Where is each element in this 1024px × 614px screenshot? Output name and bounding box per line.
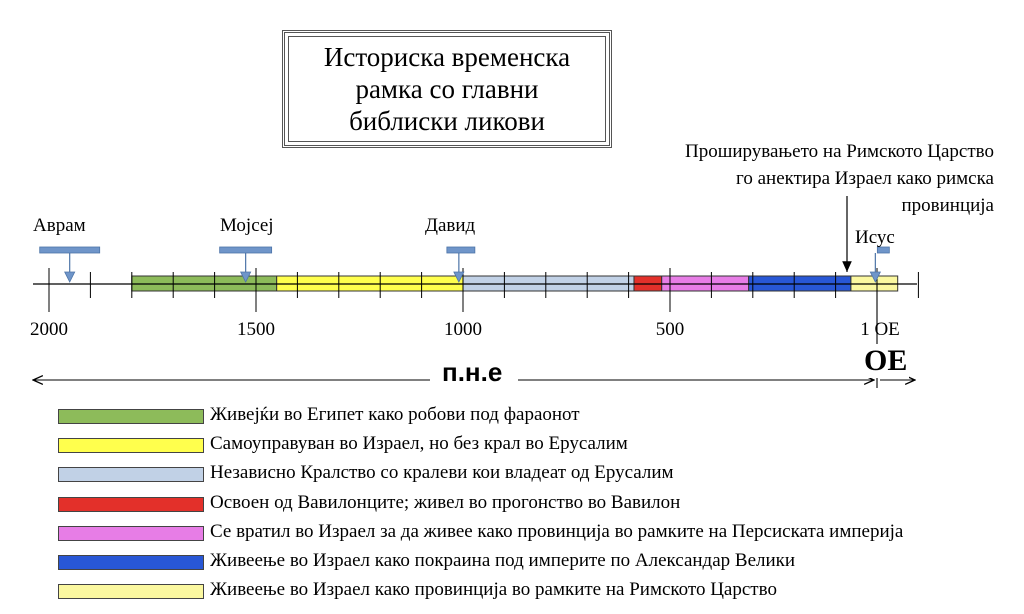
legend-swatch: [58, 409, 204, 424]
legend-swatch: [58, 497, 204, 512]
figure-label: Мојсеј: [220, 215, 274, 236]
era-label-bce: п.н.е: [436, 357, 508, 388]
figure-label: Аврам: [33, 215, 86, 236]
diagram-title: Историска временска рамка со главни библиски ликови: [323, 42, 571, 136]
legend-swatch: [58, 584, 204, 599]
legend-swatch: [58, 555, 204, 570]
figure-marker-bar: [447, 247, 475, 253]
axis-tick-label: 1500: [237, 319, 275, 340]
legend-swatch: [58, 526, 204, 541]
roman-annexation-note: Проширувањето на Римското Царство го анектира Израел како римска провинција: [685, 141, 994, 216]
axis-tick-label: 2000: [30, 319, 68, 340]
figure-label: Исус: [855, 227, 895, 248]
axis-tick-label: 1000: [444, 319, 482, 340]
figure-marker-bar: [40, 247, 100, 253]
figure-label: Давид: [425, 215, 476, 236]
axis-tick-label: 1 ОЕ: [860, 319, 900, 340]
legend-swatch: [58, 467, 204, 482]
legend-label: Самоуправуван во Израел, но без крал во Ерусалим: [210, 433, 628, 455]
legend-label: Независно Кралство со кралеви кои владеат од Ерусалим: [210, 462, 674, 484]
legend-label: Се вратил во Израел за да живее како провинција во рамките на Персиската империја: [210, 520, 904, 542]
figure-marker-arrow: [65, 272, 75, 282]
legend-label: Живејќи во Египет како робови под фараонот: [210, 404, 580, 425]
axis-tick-label: 500: [655, 319, 685, 340]
legend-label: Живеење во Израел како покраина под империте по Александар Велики: [210, 550, 796, 571]
legend-label: Живеење во Израел како провинција во рамките на Римското Царство: [210, 579, 777, 601]
legend-label: Освоен од Вавилонците; живел во прогонство во Вавилон: [210, 491, 681, 513]
figure-marker-bar: [220, 247, 272, 253]
era-label-ce: ОЕ: [864, 344, 908, 377]
legend-swatch: [58, 438, 204, 453]
